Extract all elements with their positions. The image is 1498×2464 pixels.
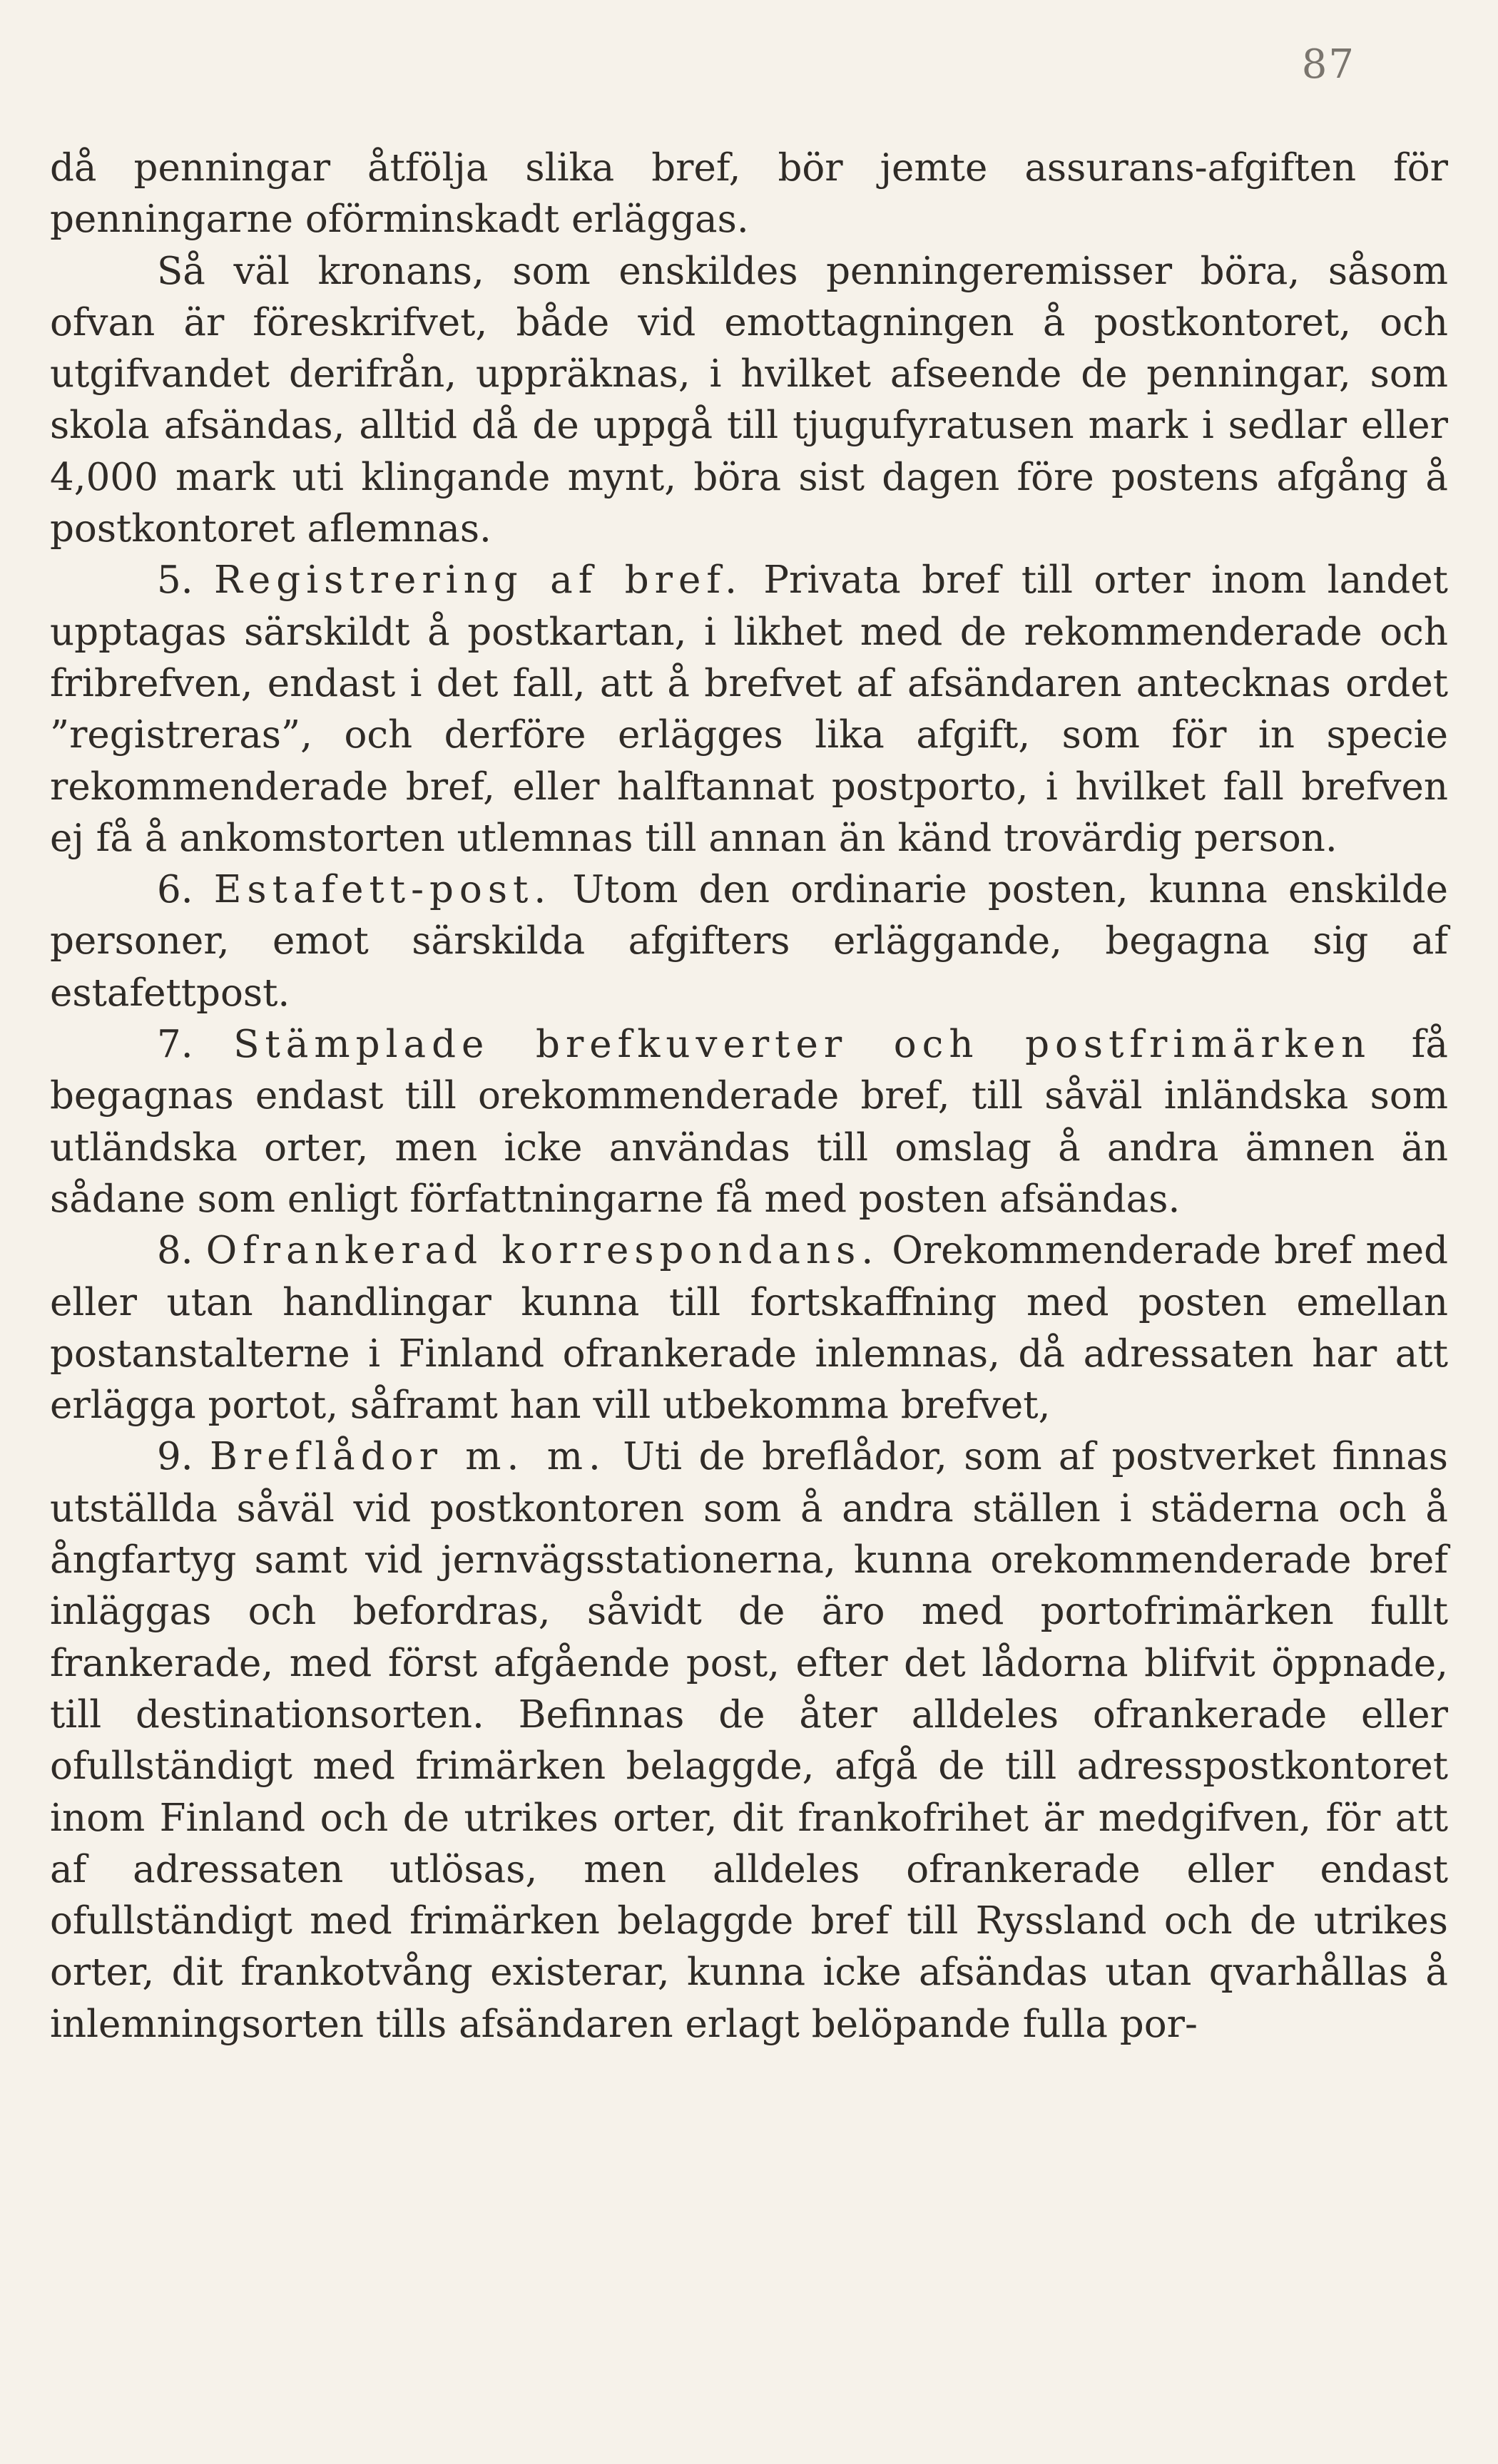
section-number: 9. <box>157 1435 193 1479</box>
section-heading: Ofrankerad korrespondans. <box>205 1229 880 1273</box>
section-breflador <box>50 1431 1448 2050</box>
section-estafett-post <box>50 864 1448 1019</box>
section-number: 7. <box>157 1023 193 1067</box>
paragraph-text: Uti de breflådor, som af postverket finnas utställda såväl vid postkontoren som å andra ställen i städerna och å ångfartyg samt vid jernvägsstationerna, kunna orekommenderade bref inläggas och befordras, såvidt de äro med portofrimärken fullt frankerade, med först afgående post, efter det lådorna blifvit öppnade, till destinationsorten. Befinnas de åter alldeles ofrankerade eller ofullständigt med frimärken belaggde, afgå de till adresspostkontoret inom Finland och de utrikes orter, dit frankofrihet är medgifven, för att af adressaten utlösas, men alldeles ofrankerade eller endast ofullständigt med frimärken belaggde bref till Ryssland och de utrikes orter, dit frankotvång existerar, kunna icke afsändas utan qvarhållas å inlemningsorten tills afsändaren erlagt belöpande fulla por- <box>50 1435 1448 2046</box>
section-number: 8. <box>157 1229 193 1273</box>
section-heading: Registrering af bref. <box>214 558 743 603</box>
section-heading: Estafett-post. <box>213 868 552 912</box>
section-heading: Stämplade brefkuverter och postfrimärken <box>233 1023 1372 1067</box>
paragraph-text: Utom den ordinarie posten, kunna enskilde personer, emot särskilda afgifters erläggande, begagna sig af estafettpost. <box>50 868 1448 1015</box>
body-text <box>50 143 1448 2050</box>
section-heading: Breflådor m. m. <box>209 1435 606 1479</box>
section-number: 6. <box>157 868 193 912</box>
section-stamplade-brefkuverter <box>50 1019 1448 1225</box>
page-number: 87 <box>1301 41 1355 88</box>
section-ofrankerad-korrespondans <box>50 1225 1448 1431</box>
paragraph-text: Privata bref till orter inom landet upptagas särskildt å postkartan, i likhet med de rekommenderade och fribrefven, endast i det fall, att å brefvet af afsändaren antecknas ordet ”registreras”, och derföre erlägges lika afgift, som för in specie rekommenderade bref, eller halftannat postporto, i hvilket fall brefven ej få å ankomstorten utlemnas till annan än känd trovärdig person. <box>50 558 1448 860</box>
section-registrering <box>50 555 1448 864</box>
paragraph <box>50 143 1448 246</box>
section-number: 5. <box>157 558 193 603</box>
paragraph-text: då penningar åtfölja slika bref, bör jemte assurans-afgiften för penningarne oförminskadt erläggas. <box>50 146 1448 242</box>
paragraph <box>50 246 1448 556</box>
paragraph-text: Orekommenderade bref med eller utan handlingar kunna till fortskaffning med posten emellan postanstalterne i Finland ofrankerade inlemnas, då adressaten har att erlägga portot, såframt han vill utbekomma brefvet, <box>50 1229 1449 1428</box>
paragraph-text: Så väl kronans, som enskildes penningeremisser böra, såsom ofvan är föreskrifvet, både vid emottagningen å postkontoret, och utgifvandet derifrån, uppräknas, i hvilket afseende de penningar, som skola afsändas, alltid då de uppgå till tjugufyratusen mark i sedlar eller 4,000 mark uti klingande mynt, böra sist dagen före postens afgång å postkontoret aflemnas. <box>50 249 1448 551</box>
paragraph-text: få begagnas endast till orekommenderade bref, till såväl inländska som utländska orter, men icke användas till omslag å andra ämnen än sådane som enligt författningarne få med posten afsändas. <box>50 1023 1448 1221</box>
